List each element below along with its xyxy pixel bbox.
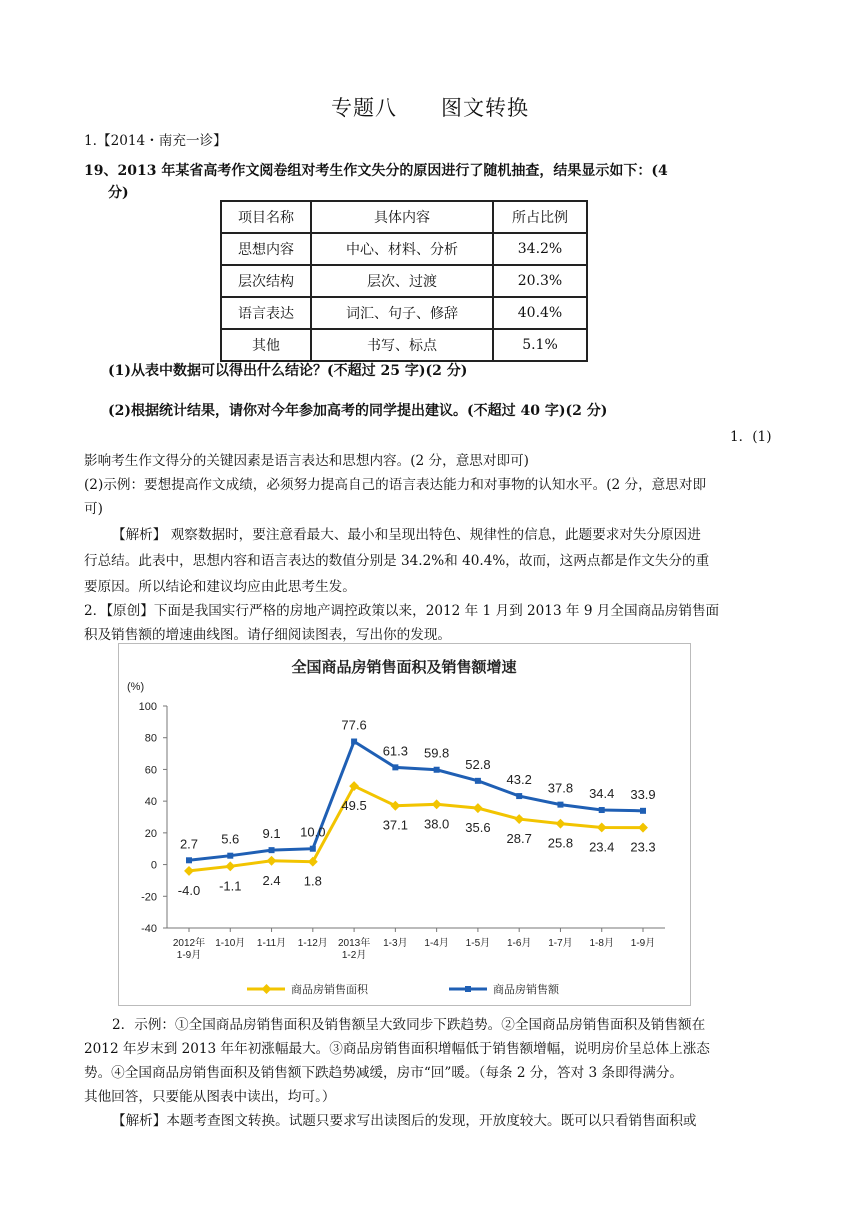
x-tick-label: 1-5月	[465, 938, 491, 949]
data-point	[640, 808, 646, 814]
data-point	[267, 856, 277, 866]
data-point	[597, 823, 607, 833]
data-label: 2.7	[179, 836, 199, 852]
legend-label: 商品房销售额	[493, 984, 559, 996]
data-label: 23.3	[630, 839, 656, 855]
data-label: 28.7	[506, 831, 532, 847]
data-label: -4.0	[177, 882, 201, 898]
table-header: 项目名称	[221, 201, 311, 233]
legend-marker	[465, 986, 471, 992]
x-tick-label: 1-2月	[341, 950, 367, 961]
chart-container	[118, 643, 691, 1006]
data-point	[599, 807, 605, 813]
data-point	[514, 814, 524, 824]
legend-marker	[262, 984, 272, 994]
q1-sub1: (1)从表中数据可以得出什么结论？(不超过 25 字)(2 分)	[108, 363, 468, 379]
data-label: 25.8	[547, 835, 574, 851]
data-label: 49.5	[341, 798, 367, 814]
data-point	[516, 793, 522, 799]
data-point	[638, 823, 648, 833]
table-cell: 层次、过渡	[311, 265, 493, 297]
q1-table	[220, 200, 588, 362]
y-tick-label: -40	[141, 923, 157, 935]
data-label: 5.6	[221, 831, 240, 847]
data-label: 59.8	[423, 745, 450, 761]
data-label: 10.0	[300, 824, 326, 840]
table-cell: 40.4%	[493, 297, 587, 329]
y-tick-label: 20	[144, 827, 157, 840]
data-point	[225, 861, 235, 871]
x-tick-label: 1-4月	[424, 938, 449, 949]
x-tick-label: 1-9月	[630, 938, 656, 949]
q2-answer-line4: 其他回答，只要能从图表中读出，均可。）	[84, 1089, 336, 1105]
q1-question	[84, 160, 744, 204]
x-tick-label: 1-8月	[589, 938, 614, 949]
table-header: 所占比例	[493, 201, 587, 233]
x-tick-label: 1-12月	[297, 938, 328, 949]
y-tick-label: 40	[144, 796, 157, 809]
q2-answer-line3: 势。④全国商品房销售面积及销售额下跌趋势减缓，房市“回”暖。（每条 2 分，答对 3 条即得满分。	[84, 1065, 684, 1081]
data-point	[556, 819, 566, 829]
data-label: 38.0	[423, 816, 450, 832]
table-cell: 语言表达	[221, 297, 311, 329]
x-tick-label: 1-11月	[256, 938, 287, 949]
x-tick-label: 1-9月	[176, 950, 202, 961]
data-label: 52.8	[465, 756, 491, 772]
series-line-sales	[189, 742, 643, 861]
data-point	[390, 801, 400, 811]
table-cell: 思想内容	[221, 233, 311, 265]
y-axis-label: (%)	[127, 681, 145, 693]
q2-text-line2: 积及销售额的增速曲线图。请仔细阅读图表，写出你的发现。	[84, 627, 452, 643]
q1-analysis-line2: 行总结。此表中，思想内容和语言表达的数值分别是 34.2%和 40.4%，故而，这两点都是作文失分的重	[84, 553, 710, 569]
table-header: 具体内容	[311, 201, 493, 233]
data-label: -1.1	[219, 878, 242, 894]
data-label: 2.4	[262, 872, 281, 888]
table-row	[221, 329, 587, 361]
table-cell: 词汇、句子、修辞	[311, 297, 493, 329]
table-cell: 20.3%	[493, 265, 587, 297]
data-label: 23.4	[589, 839, 615, 855]
table-header-row	[221, 201, 587, 233]
y-tick-label: -20	[141, 891, 157, 904]
q2-answer-line1: 2．示例：①全国商品房销售面积及销售额呈大致同步下跌趋势。②全国商品房销售面积及销售额在	[112, 1017, 706, 1033]
answer-number: 1．(1)	[730, 429, 772, 445]
q2-analysis: 【解析】本题考查图文转换。试题只要求写出读图后的发现，开放度较大。既可以只看销售面积或	[112, 1113, 697, 1129]
data-label: 35.6	[465, 820, 491, 836]
q2-text-line1: 2．【原创】下面是我国实行严格的房地产调控政策以来，2012 年 1 月到 2013 年 9 月全国商品房销售面	[84, 603, 720, 619]
table-row	[221, 297, 587, 329]
table-row	[221, 265, 587, 297]
table-cell: 5.1%	[493, 329, 587, 361]
data-point	[310, 846, 316, 852]
x-tick-label: 1-10月	[215, 938, 246, 949]
q2-answer-line2: 2012 年岁末到 2013 年年初涨幅最大。③商品房销售面积增幅低于销售额增幅，说明房价呈总体上涨态	[84, 1041, 710, 1057]
data-point	[557, 802, 563, 808]
q1-answer2-line2: 可)	[84, 501, 103, 517]
data-point	[475, 778, 481, 784]
q1-label: 1.【2014・南充一诊】	[84, 133, 227, 149]
x-tick-label: 1-7月	[548, 938, 573, 949]
table-cell: 中心、材料、分析	[311, 233, 493, 265]
data-point	[434, 767, 440, 773]
legend-label: 商品房销售面积	[291, 984, 368, 996]
q1-sub2: (2)根据统计结果，请你对今年参加高考的同学提出建议。(不超过 40 字)(2 分)	[108, 403, 608, 419]
data-label: 1.8	[303, 873, 322, 889]
q1-answer1: 影响考生作文得分的关键因素是语言表达和思想内容。(2 分，意思对即可)	[84, 453, 529, 469]
data-label: 77.6	[341, 717, 367, 733]
q1-analysis-line3: 要原因。所以结论和建议均应由此思考生发。	[84, 579, 356, 595]
data-label: 43.2	[506, 772, 532, 788]
y-tick-label: 0	[150, 859, 157, 872]
data-label: 61.3	[382, 743, 409, 759]
data-point	[227, 853, 233, 859]
x-tick-label: 1-3月	[383, 938, 408, 949]
data-point	[432, 799, 442, 809]
table-cell: 34.2%	[493, 233, 587, 265]
series-line-area	[189, 786, 643, 871]
data-point	[473, 803, 483, 813]
y-tick-label: 60	[144, 764, 157, 777]
data-label: 34.4	[589, 786, 615, 802]
page-title: 专题八 图文转换	[331, 96, 529, 120]
table-cell: 层次结构	[221, 265, 311, 297]
table-cell: 其他	[221, 329, 311, 361]
table-cell: 书写、标点	[311, 329, 493, 361]
data-label: 9.1	[262, 826, 281, 842]
data-point	[186, 857, 192, 863]
table-row	[221, 233, 587, 265]
x-tick-label: 2012年	[172, 938, 206, 949]
data-label: 33.9	[630, 786, 656, 802]
data-point	[269, 847, 275, 853]
data-point	[392, 764, 398, 770]
q1-analysis-line1: 【解析】 观察数据时，要注意看最大、最小和呈现出特色、规律性的信息，此题要求对失分原因进	[112, 527, 701, 543]
q1-question-line2: 分)	[108, 185, 129, 201]
y-tick-label: 80	[144, 732, 157, 745]
y-tick-label: 100	[138, 701, 157, 713]
data-label: 37.1	[382, 817, 409, 833]
q1-question-line1: 19、2013 年某省高考作文阅卷组对考生作文失分的原因进行了随机抽查，结果显示如下：(4	[84, 163, 668, 179]
chart-title: 全国商品房销售面积及销售额增速	[291, 659, 517, 676]
line-chart	[119, 644, 690, 1005]
data-point	[351, 739, 357, 745]
x-tick-label: 2013年	[337, 938, 371, 949]
q1-answer2-line1: (2)示例：要想提高作文成绩，必须努力提高自己的语言表达能力和对事物的认知水平。(2 分，意思对即	[84, 477, 707, 493]
x-tick-label: 1-6月	[506, 938, 532, 949]
data-point	[184, 866, 194, 876]
data-label: 37.8	[547, 780, 574, 796]
